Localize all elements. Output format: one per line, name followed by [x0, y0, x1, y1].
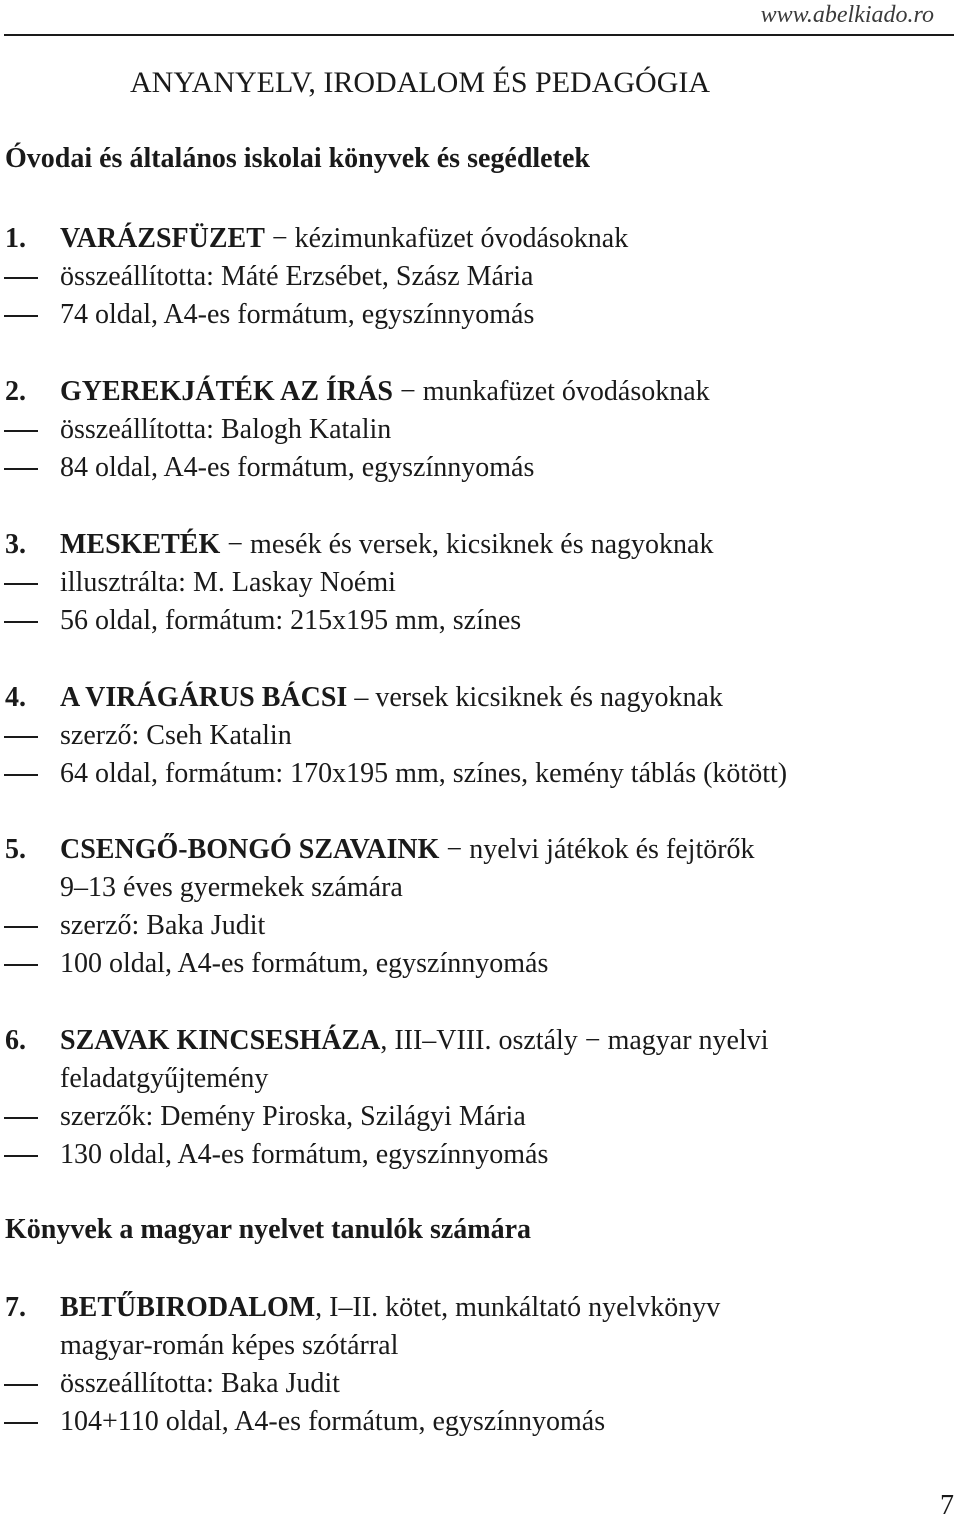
book-5-number: 5. [5, 834, 26, 865]
book-4-title-line [0, 680, 960, 716]
book-2-heading [60, 374, 710, 410]
book-6-detail-2-text: 130 oldal, A4-es formátum, egyszínnyomás [60, 1139, 549, 1170]
book-1-title-line [0, 221, 960, 257]
book-2-title: GYEREKJÁTÉK AZ ÍRÁS [60, 376, 393, 407]
dash-bullet [4, 1384, 38, 1386]
book-6-heading [60, 1023, 769, 1059]
book-7-title-line [0, 1290, 960, 1326]
book-3-title: MESKETÉK [60, 529, 221, 560]
book-5-detail-2-text: 100 oldal, A4-es formátum, egyszínnyomás [60, 948, 549, 979]
book-5-desc: − nyelvi játékok és fejtörők [439, 834, 755, 865]
book-1-title: VARÁZSFÜZET [60, 223, 265, 254]
book-7-continuation [0, 1328, 960, 1364]
book-3-detail-1-text: illusztrálta: M. Laskay Noémi [60, 567, 396, 598]
book-3-detail-2-text: 56 oldal, formátum: 215x195 mm, színes [60, 605, 522, 636]
dash-bullet [4, 964, 38, 966]
book-5-heading [60, 832, 755, 868]
book-1-detail-2-text: 74 oldal, A4-es formátum, egyszínnyomás [60, 299, 535, 330]
book-4-title: A VIRÁGÁRUS BÁCSI [60, 682, 348, 713]
dash-bullet [4, 736, 38, 738]
book-7-detail-2 [0, 1404, 960, 1440]
dash-bullet [4, 468, 38, 470]
book-6-title: SZAVAK KINCSESHÁZA [60, 1025, 381, 1056]
book-4-number: 4. [5, 682, 26, 713]
book-6-continuation-text: feladatgyűjtemény [60, 1063, 269, 1094]
book-7-detail-1-text: összeállította: Baka Judit [60, 1368, 340, 1399]
book-1-number: 1. [5, 223, 26, 254]
book-5-continuation-text: 9–13 éves gyermekek számára [60, 872, 403, 903]
book-3-heading [60, 527, 713, 563]
book-2-title-line [0, 374, 960, 410]
dash-bullet [4, 430, 38, 432]
book-5-title: CSENGŐ-BONGÓ SZAVAINK [60, 834, 440, 865]
book-2-detail-1-text: összeállította: Balogh Katalin [60, 414, 392, 445]
book-2-detail-2-text: 84 oldal, A4-es formátum, egyszínnyomás [60, 452, 535, 483]
book-6-detail-1 [0, 1099, 960, 1135]
book-7-title: BETŰBIRODALOM [60, 1292, 316, 1323]
header-rule [4, 34, 954, 36]
book-2-number: 2. [5, 376, 26, 407]
book-7-desc: , I–II. kötet, munkáltató nyelvkönyv [315, 1292, 721, 1323]
book-1-detail-1-text: összeállította: Máté Erzsébet, Szász Mária [60, 261, 534, 292]
book-6-desc: , III–VIII. osztály − magyar nyelvi [380, 1025, 769, 1056]
header-url[interactable]: www.abelkiado.ro [760, 2, 934, 28]
dash-bullet [4, 277, 38, 279]
book-7-detail-1 [0, 1366, 960, 1402]
book-4-heading [60, 680, 723, 716]
book-7-number: 7. [5, 1292, 26, 1323]
book-4-desc: – versek kicsiknek és nagyoknak [347, 682, 723, 713]
book-2-detail-1 [0, 412, 960, 448]
book-2-desc: − munkafüzet óvodásoknak [392, 376, 710, 407]
subhead-language-learners: Könyvek a magyar nyelvet tanulók számára [5, 1214, 532, 1245]
dash-bullet [4, 621, 38, 623]
book-3-desc: − mesék és versek, kicsiknek és nagyoknak [220, 529, 714, 560]
book-1-detail-1 [0, 259, 960, 295]
book-4-detail-1 [0, 718, 960, 754]
book-4-detail-1-text: szerző: Cseh Katalin [60, 720, 292, 751]
book-7-heading [60, 1290, 720, 1326]
book-5-detail-1 [0, 908, 960, 944]
book-2-detail-2 [0, 450, 960, 486]
book-1-heading [60, 221, 628, 257]
dash-bullet [4, 926, 38, 928]
book-6-title-line [0, 1023, 960, 1059]
book-1-desc: − kézimunkafüzet óvodásoknak [264, 223, 629, 254]
book-7-detail-2-text: 104+110 oldal, A4-es formátum, egyszínnyomás [60, 1406, 606, 1437]
book-3-detail-2 [0, 603, 960, 639]
book-6-number: 6. [5, 1025, 26, 1056]
book-5-continuation [0, 870, 960, 906]
book-5-detail-1-text: szerző: Baka Judit [60, 910, 266, 941]
book-6-detail-2 [0, 1137, 960, 1173]
book-6-continuation [0, 1061, 960, 1097]
book-1-detail-2 [0, 297, 960, 333]
dash-bullet [4, 1117, 38, 1119]
dash-bullet [4, 583, 38, 585]
dash-bullet [4, 1422, 38, 1424]
section-title: ANYANYELV, IRODALOM ÉS PEDAGÓGIA [130, 66, 711, 99]
book-6-detail-1-text: szerzők: Demény Piroska, Szilágyi Mária [60, 1101, 526, 1132]
dash-bullet [4, 774, 38, 776]
dash-bullet [4, 315, 38, 317]
page-number: 7 [940, 1490, 954, 1521]
dash-bullet [4, 1155, 38, 1157]
book-3-detail-1 [0, 565, 960, 601]
book-3-title-line [0, 527, 960, 563]
book-4-detail-2-text: 64 oldal, formátum: 170x195 mm, színes, kemény táblás (kötött) [60, 758, 788, 789]
book-3-number: 3. [5, 529, 26, 560]
subhead-kindergarten-school: Óvodai és általános iskolai könyvek és segédletek [5, 143, 590, 174]
book-4-detail-2 [0, 756, 960, 792]
book-7-continuation-text: magyar-román képes szótárral [60, 1330, 399, 1361]
book-5-title-line [0, 832, 960, 868]
book-5-detail-2 [0, 946, 960, 982]
